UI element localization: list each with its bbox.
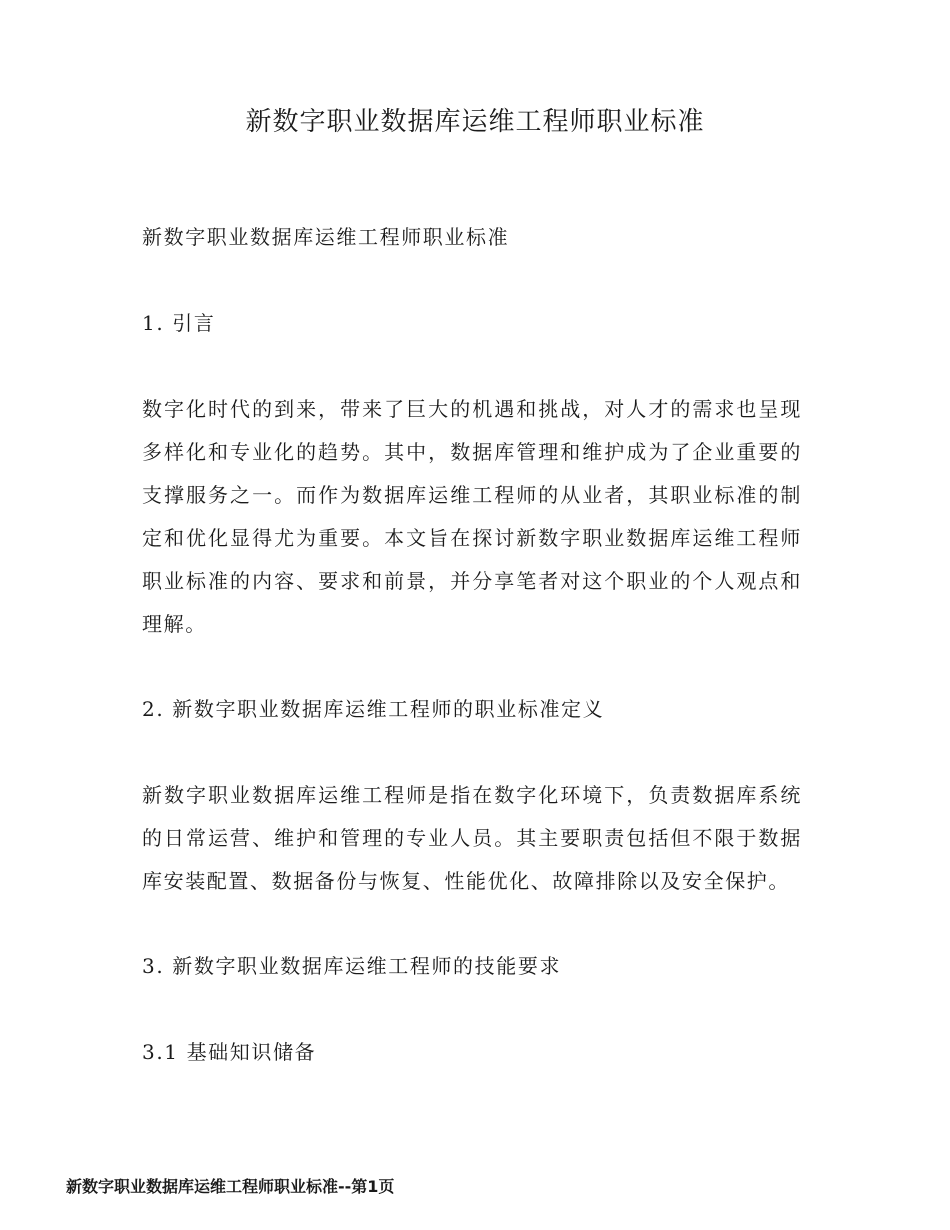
section-heading-introduction: 1. 引言 xyxy=(142,311,216,335)
section-heading-skills: 3. 新数字职业数据库运维工程师的技能要求 xyxy=(142,954,562,978)
document-subtitle: 新数字职业数据库运维工程师职业标准 xyxy=(142,225,510,249)
document-title: 新数字职业数据库运维工程师职业标准 xyxy=(245,107,705,137)
page-footer: 新数字职业数据库运维工程师职业标准--第1页 xyxy=(66,1177,395,1196)
subsection-heading-basic-knowledge: 3.1 基础知识储备 xyxy=(142,1040,317,1064)
paragraph-introduction: 数字化时代的到来，带来了巨大的机遇和挑战，对人才的需求也呈现多样化和专业化的趋势。其中，数据库管理和维护成为了企业重要的支撑服务之一。而作为数据库运维工程师的从业者，其职业标准的制定和优化显得尤为重要。本文旨在探讨新数字职业数据库运维工程师职业标准的内容、要求和前景，并分享笔者对这个职业的个人观点和理解。 xyxy=(142,397,802,636)
paragraph-definition: 新数字职业数据库运维工程师是指在数字化环境下，负责数据库系统的日常运营、维护和管理的专业人员。其主要职责包括但不限于数据库安装配置、数据备份与恢复、性能优化、故障排除以及安全保护。 xyxy=(142,783,802,893)
section-heading-definition: 2. 新数字职业数据库运维工程师的职业标准定义 xyxy=(142,697,605,721)
